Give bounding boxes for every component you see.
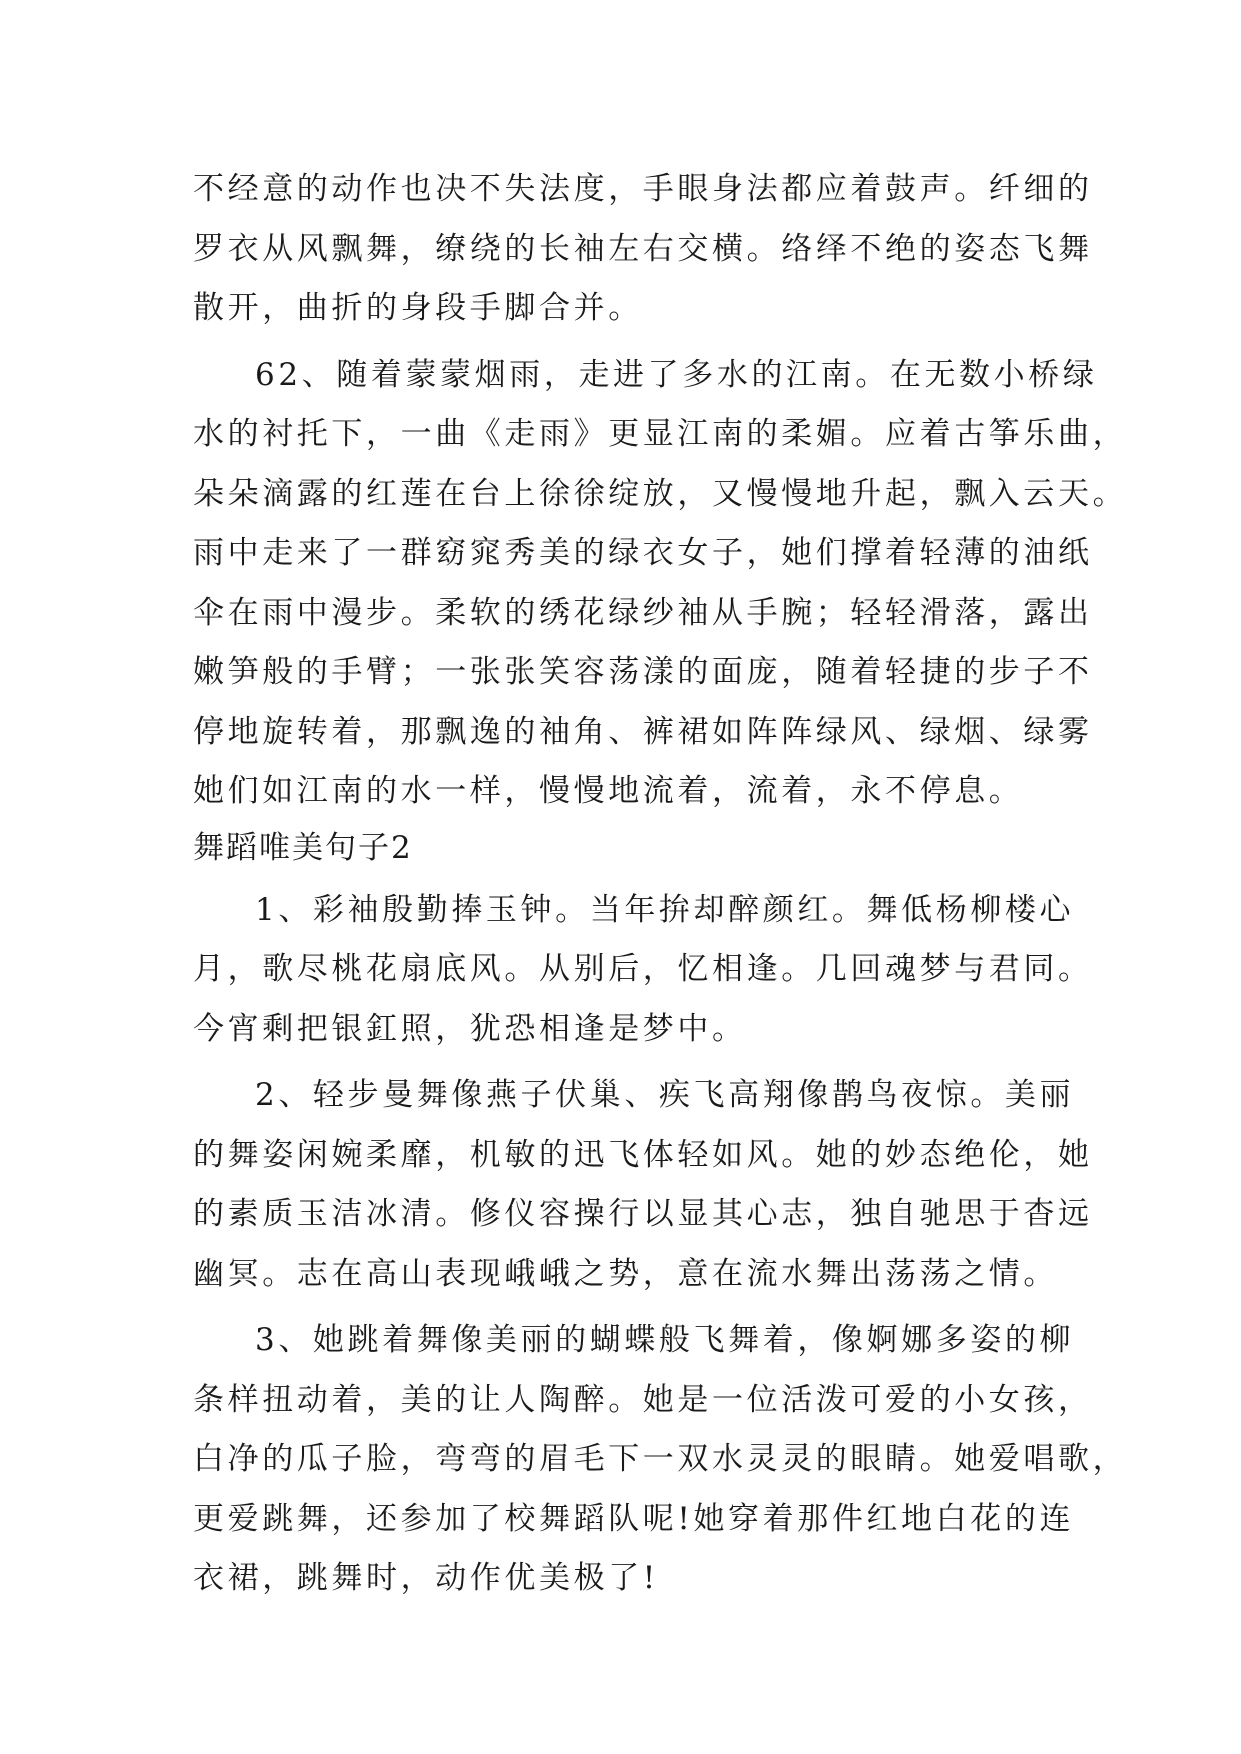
paragraph-start-3: 3、她跳着舞像美丽的蝴蝶般飞舞着，像婀娜多姿的柳: [255, 1322, 1075, 1358]
text-line: 更爱跳舞，还参加了校舞蹈队呢!她穿着那件红地白花的连: [193, 1500, 1075, 1537]
text-line: 衣裙，跳舞时，动作优美极了!: [193, 1560, 659, 1596]
text-line: 白净的瓜子脸，弯弯的眉毛下一双水灵灵的眼睛。她爱唱歌，: [193, 1441, 1128, 1477]
text-line: 她们如江南的水一样，慢慢地流着，流着，永不停息。: [193, 773, 1024, 809]
text-line: 的舞姿闲婉柔靡，机敏的迅飞体轻如风。她的妙态绝伦，她: [193, 1136, 1093, 1173]
section-heading: 舞蹈唯美句子2: [193, 829, 413, 866]
paragraph-start-2: 2、轻步曼舞像燕子伏巢、疾飞高翔像鹊鸟夜惊。美丽: [255, 1077, 1075, 1113]
text-line: 伞在雨中漫步。柔软的绣花绿纱袖从手腕；轻轻滑落，露出: [193, 594, 1093, 631]
text-line: 的素质玉洁冰清。修仪容操行以显其心志，独自驰思于杳远: [193, 1196, 1093, 1232]
text-line: 散开，曲折的身段手脚合并。: [193, 290, 643, 326]
text-line: 今宵剩把银釭照，犹恐相逢是梦中。: [193, 1010, 747, 1047]
text-line: 不经意的动作也决不失法度，手眼身法都应着鼓声。纤细的: [193, 171, 1093, 207]
text-line: 罗衣从风飘舞，缭绕的长袖左右交横。络绎不绝的姿态飞舞: [193, 230, 1093, 267]
text-line: 水的衬托下，一曲《走雨》更显江南的柔媚。应着古筝乐曲，: [193, 416, 1128, 452]
text-line: 条样扭动着，美的让人陶醉。她是一位活泼可爱的小女孩，: [193, 1381, 1093, 1418]
text-line: 停地旋转着，那飘逸的袖角、裤裙如阵阵绿风、绿烟、绿雾: [193, 713, 1093, 750]
text-line: 月，歌尽桃花扇底风。从别后，忆相逢。几回魂梦与君同。: [193, 951, 1093, 987]
paragraph-start-1: 1、彩袖殷勤捧玉钟。当年拚却醉颜红。舞低杨柳楼心: [255, 891, 1075, 928]
paragraph-start-62: 62、随着蒙蒙烟雨，走进了多水的江南。在无数小桥绿: [255, 356, 1098, 393]
text-line: 朵朵滴露的红莲在台上徐徐绽放，又慢慢地升起，飘入云天。: [193, 475, 1128, 512]
text-line: 嫩笋般的手臂；一张张笑容荡漾的面庞，随着轻捷的步子不: [193, 654, 1093, 690]
text-line: 雨中走来了一群窈窕秀美的绿衣女子，她们撑着轻薄的油纸: [193, 535, 1093, 571]
text-line: 幽冥。志在高山表现峨峨之势，意在流水舞出荡荡之情。: [193, 1255, 1058, 1292]
document-body: [193, 160, 1128, 1609]
